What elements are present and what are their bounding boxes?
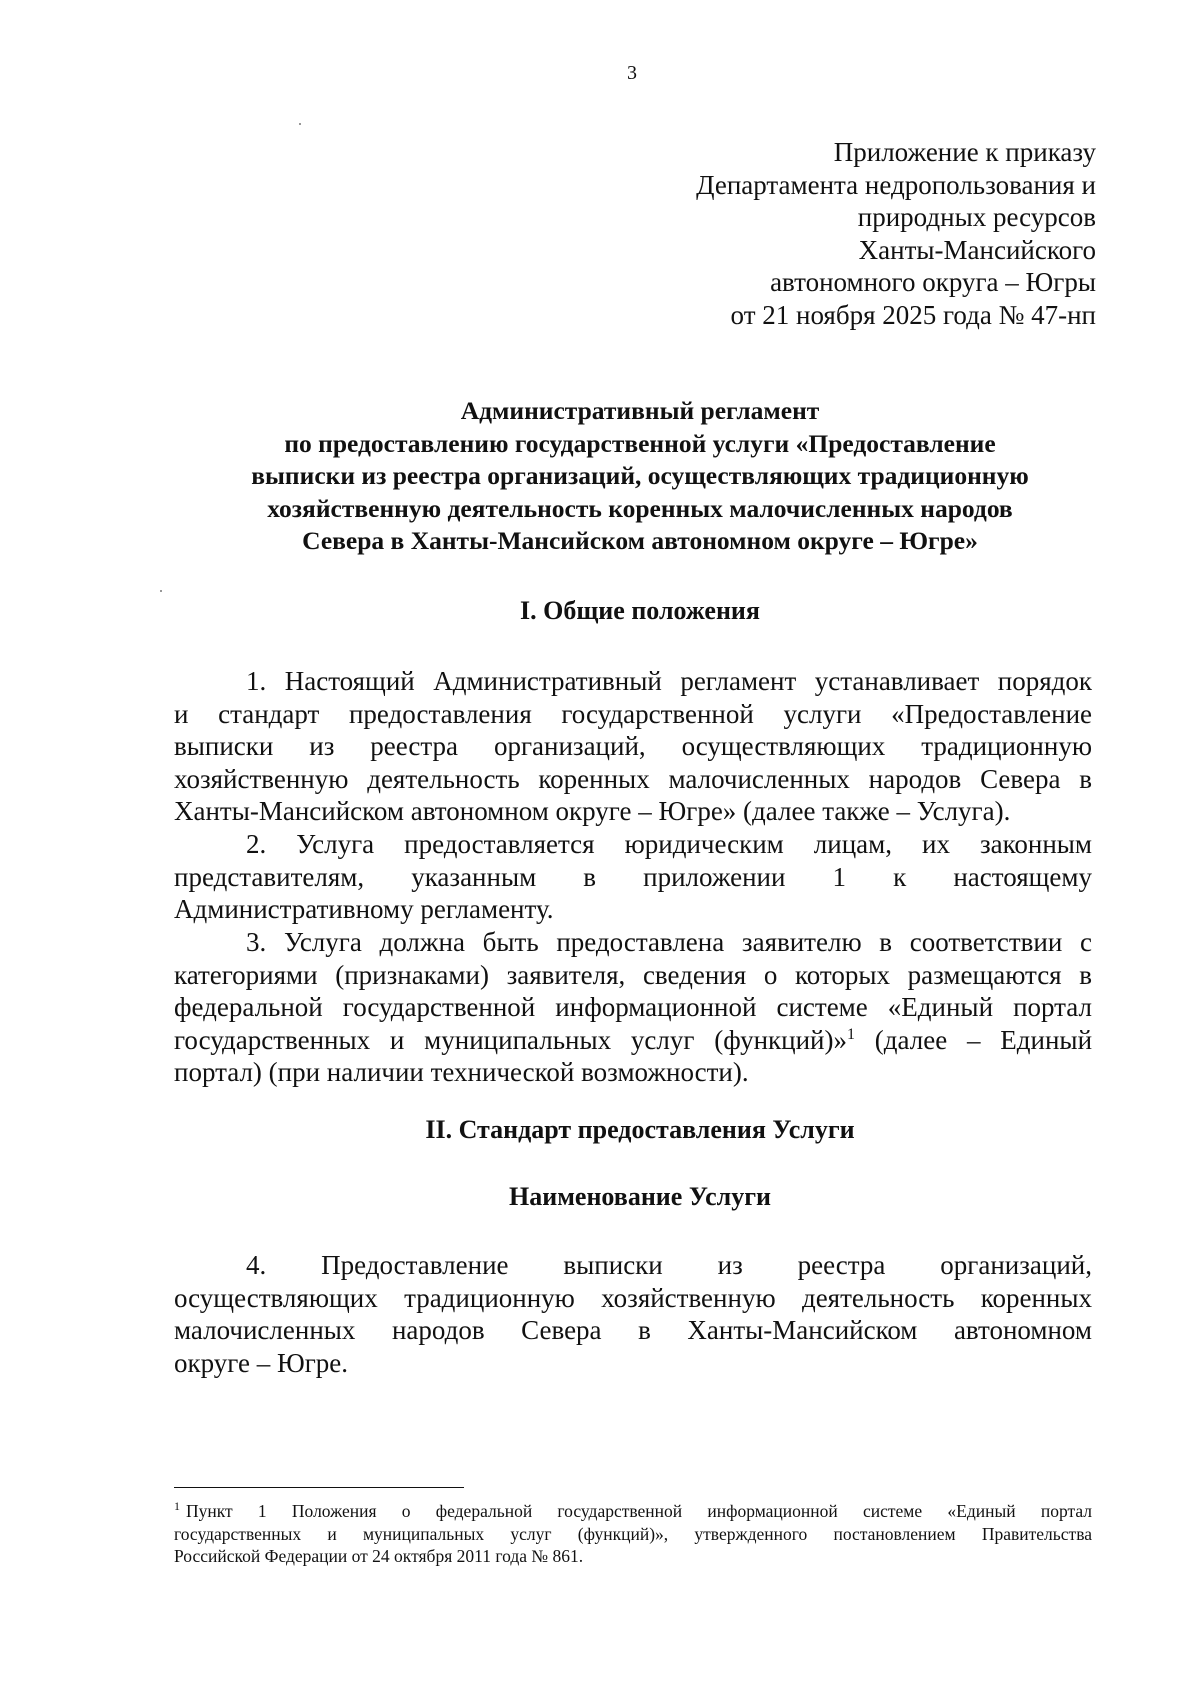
- paragraph-line: 1. Настоящий Административный регламент устанавливает порядок: [246, 666, 1092, 696]
- paragraph-4: [174, 1249, 1092, 1379]
- paragraph-line: 2. Услуга предоставляется юридическим лицам, их законным: [246, 829, 1092, 859]
- paragraph-line-part: (далее – Единый: [874, 1024, 1093, 1055]
- title-line: по предоставлению государственной услуги «Предоставление: [284, 428, 996, 458]
- subheading-service-name: Наименование Услуги: [508, 1182, 772, 1211]
- paragraph-line: категориями (признаками) заявителя, сведения о которых размещаются в: [174, 959, 1092, 990]
- footnote: [174, 1500, 1092, 1568]
- footnote-line: государственных и муниципальных услуг (функций)», утвержденного постановлением Правительства: [174, 1523, 1092, 1544]
- paragraph-line: осуществляющих традиционную хозяйственную деятельность коренных: [174, 1282, 1092, 1313]
- section-heading-standard: II. Стандарт предоставления Услуги: [425, 1115, 855, 1144]
- footnote-text: Пункт 1 Положения о федеральной государственной информационной системе «Единый портал: [186, 1501, 1092, 1521]
- title-line: Севера в Ханты-Мансийском автономном округе – Югре»: [302, 526, 978, 555]
- paragraph-2: [174, 828, 1092, 926]
- appendix-block: [696, 136, 1096, 331]
- paragraph-line: Ханты-Мансийском автономном округе – Югре» (далее также – Услуга).: [174, 796, 1011, 826]
- appendix-line: Департамента недропользования и: [696, 169, 1096, 200]
- footnote-line: Российской Федерации от 24 октября 2011 года № 861.: [174, 1546, 584, 1566]
- title-line: Административный регламент: [460, 396, 820, 425]
- paragraph-line: и стандарт предоставления государственной услуги «Предоставление: [174, 698, 1092, 729]
- footnote-separator: [174, 1487, 464, 1488]
- footnote-reference: 1: [846, 1025, 855, 1043]
- paragraph-line: 3. Услуга должна быть предоставлена заявителю в соответствии с: [246, 927, 1092, 957]
- scan-speck: [299, 123, 301, 125]
- footnote-mark: 1: [174, 1499, 180, 1514]
- paragraph-line: [174, 1024, 1092, 1057]
- paragraph-line: хозяйственную деятельность коренных малочисленных народов Севера в: [174, 763, 1092, 794]
- paragraph-line: округе – Югре.: [174, 1347, 349, 1378]
- paragraph-3: [174, 926, 1092, 1089]
- title-line: выписки из реестра организаций, осуществляющих традиционную: [251, 461, 1029, 490]
- page-number: 3: [627, 62, 637, 84]
- footnote-line: [174, 1500, 1092, 1523]
- paragraph-line: 4. Предоставление выписки из реестра организаций,: [246, 1250, 1092, 1280]
- appendix-line: от 21 ноября 2025 года № 47-нп: [730, 299, 1096, 330]
- scan-speck: [160, 590, 162, 592]
- paragraph-1: [174, 665, 1092, 828]
- paragraph-line-part: государственных и муниципальных услуг (функций)»: [174, 1024, 847, 1055]
- paragraph-line: выписки из реестра организаций, осуществляющих традиционную: [174, 731, 1092, 761]
- paragraph-line: портал) (при наличии технической возможности).: [174, 1057, 749, 1087]
- title-line: хозяйственную деятельность коренных малочисленных народов: [267, 493, 1013, 523]
- document-title: [160, 395, 1120, 558]
- appendix-line: Ханты-Мансийского: [858, 234, 1096, 265]
- paragraph-line: федеральной государственной информационной системе «Единый портал: [174, 992, 1092, 1022]
- appendix-line: природных ресурсов: [857, 202, 1096, 232]
- section-heading-general: I. Общие положения: [520, 596, 760, 625]
- paragraph-line: Административному регламенту.: [174, 894, 554, 924]
- appendix-line: автономного округа – Югры: [770, 267, 1096, 297]
- paragraph-line: представителям, указанным в приложении 1 к настоящему: [174, 861, 1092, 892]
- appendix-line: Приложение к приказу: [833, 137, 1096, 167]
- paragraph-line: малочисленных народов Севера в Ханты-Мансийском автономном: [174, 1315, 1092, 1345]
